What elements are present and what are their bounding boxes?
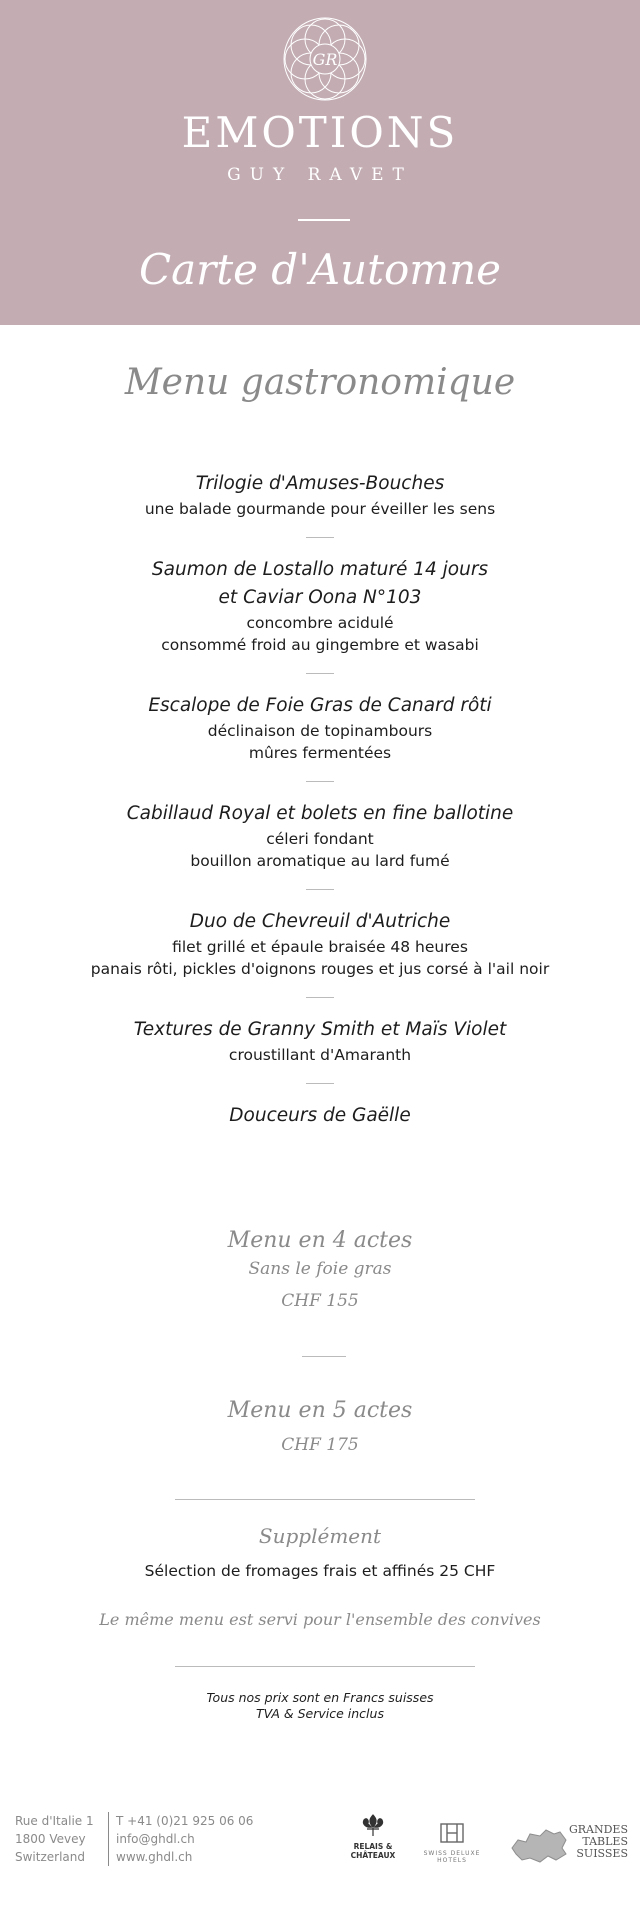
course-item <box>0 1016 640 1066</box>
course-dish-name: Escalope de Foie Gras de Canard rôti <box>148 695 492 716</box>
grandes-tables-suisses-logo <box>508 1824 632 1868</box>
course-description: déclinaison de topinambours <box>207 722 433 740</box>
menu-5-actes <box>0 1396 640 1458</box>
email-link[interactable]: info@ghdl.ch <box>116 1832 195 1846</box>
relais-chateaux-logo <box>348 1814 398 1860</box>
menu-5-price: CHF 175 <box>281 1435 359 1455</box>
address-line-2: 1800 Vevey <box>15 1832 86 1846</box>
course-description: panais rôti, pickles d'oignons rouges et jus corsé à l'ail noir <box>90 960 550 978</box>
header-banner <box>0 0 640 325</box>
swiss-deluxe-hotels-logo <box>408 1822 496 1864</box>
footer-contact <box>116 1812 253 1866</box>
brand-name: EMOTIONS <box>181 108 459 157</box>
prices-note-line-2: TVA & Service inclus <box>256 1706 384 1721</box>
course-separator <box>306 781 334 782</box>
course-description: croustillant d'Amaranth <box>228 1046 412 1064</box>
phone-number: T +41 (0)21 925 06 06 <box>116 1814 254 1828</box>
course-item <box>0 556 640 656</box>
course-separator <box>306 673 334 674</box>
gts-label <box>569 1824 628 1860</box>
footer-address <box>15 1812 94 1866</box>
course-item <box>0 1102 640 1130</box>
header-divider <box>298 219 350 221</box>
menu-4-title: Menu en 4 actes <box>227 1228 413 1253</box>
gts-label-3: SUISSES <box>576 1847 628 1860</box>
gts-label-1: GRANDES <box>568 1823 628 1836</box>
course-dish-name: Duo de Chevreuil d'Autriche <box>189 911 451 932</box>
menu-4-actes <box>0 1226 640 1314</box>
footer-separator <box>108 1812 109 1866</box>
course-separator <box>306 889 334 890</box>
course-description: mûres fermentées <box>248 744 392 762</box>
supplement-title: Supplément <box>258 1524 382 1548</box>
fleur-de-lis-icon <box>358 1814 388 1838</box>
course-description: céleri fondant <box>266 830 374 848</box>
course-item <box>0 692 640 764</box>
course-description: concombre acidulé <box>246 614 394 632</box>
section-divider-top <box>175 1499 475 1500</box>
course-description: une balade gourmande pour éveiller les sens <box>144 500 496 518</box>
course-description: filet grillé et épaule braisée 48 heures <box>172 938 468 956</box>
pricing-divider <box>302 1356 346 1357</box>
carte-title: Carte d'Automne <box>138 245 502 294</box>
prices-note <box>0 1690 640 1722</box>
course-item <box>0 908 640 980</box>
swiss-map-icon <box>508 1826 570 1866</box>
relais-label-1: RELAIS & <box>353 1842 393 1851</box>
course-dish-name: et Caviar Oona N°103 <box>218 587 422 608</box>
relais-label-2: CHÂTEAUX <box>350 1851 396 1860</box>
course-dish-name: Cabillaud Royal et bolets en fine ballotine <box>126 803 514 824</box>
course-item <box>0 800 640 872</box>
course-separator <box>306 997 334 998</box>
monogram-logo <box>282 16 368 102</box>
address-line-1: Rue d'Italie 1 <box>15 1814 94 1828</box>
menu-5-title: Menu en 5 actes <box>227 1398 413 1423</box>
course-dish-name: Douceurs de Gaëlle <box>229 1105 411 1126</box>
menu-title: Menu gastronomique <box>124 362 516 403</box>
course-dish-name: Textures de Granny Smith et Maïs Violet <box>133 1019 507 1040</box>
sdh-label: SWISS DELUXE HOTELS <box>423 1850 481 1864</box>
address-line-3: Switzerland <box>15 1850 85 1864</box>
website-link[interactable]: www.ghdl.ch <box>116 1850 193 1864</box>
course-dish-name: Trilogie d'Amuses-Bouches <box>195 473 445 494</box>
course-separator <box>306 537 334 538</box>
supplement-text: Sélection de fromages frais et affinés 25 CHF <box>144 1562 496 1580</box>
prices-note-line-1: Tous nos prix sont en Francs suisses <box>206 1690 434 1705</box>
course-description: consommé froid au gingembre et wasabi <box>161 636 479 654</box>
course-item <box>0 470 640 520</box>
course-separator <box>306 1083 334 1084</box>
course-dish-name: Saumon de Lostallo maturé 14 jours <box>151 559 489 580</box>
same-menu-note: Le même menu est servi pour l'ensemble des convives <box>99 1610 541 1629</box>
monogram-text: GR <box>312 50 338 69</box>
menu-4-price: CHF 155 <box>281 1291 359 1311</box>
gts-label-2: TABLES <box>582 1835 628 1848</box>
course-list <box>0 470 640 1130</box>
brand-subtitle: GUY RAVET <box>227 165 413 185</box>
course-description: bouillon aromatique au lard fumé <box>190 852 450 870</box>
section-divider-bottom <box>175 1666 475 1667</box>
menu-4-note: Sans le foie gras <box>248 1259 392 1279</box>
sdh-emblem-icon <box>438 1822 466 1844</box>
